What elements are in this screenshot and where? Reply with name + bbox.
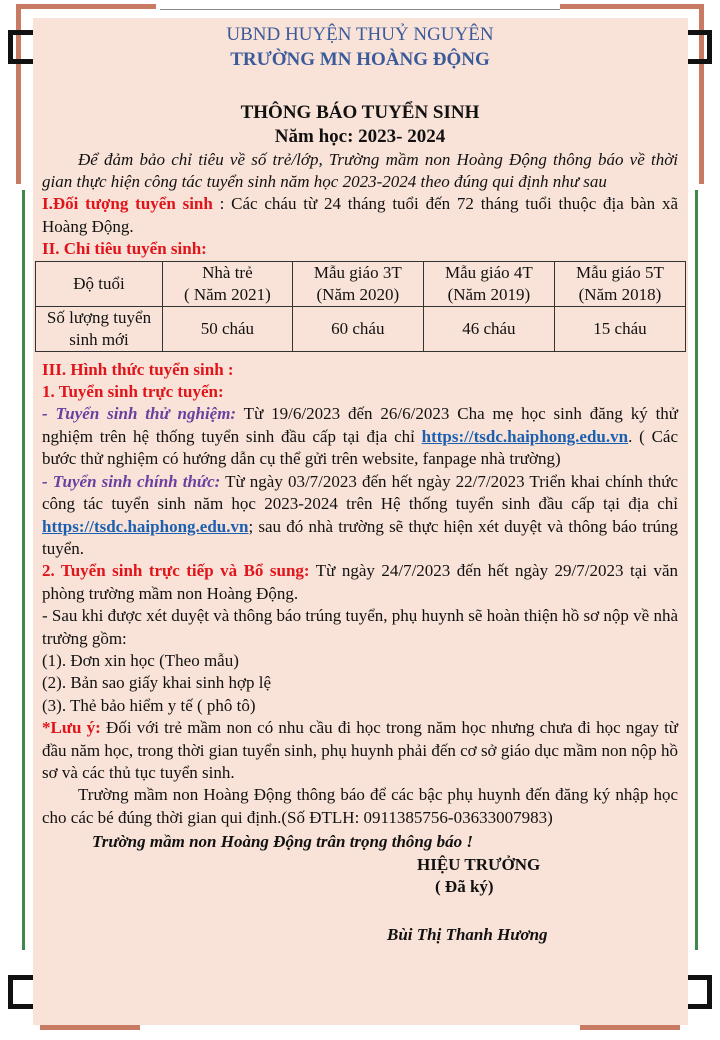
signed-note: ( Đã ký) [435,877,494,896]
table-cell: 50 cháu [163,306,293,351]
section-1-text: : Các cháu từ 24 tháng tuổi đến 72 tháng tuổi thuộc địa bàn xã Hoàng Động. [42,194,678,236]
trial-label: - Tuyển sinh thử nghiệm: [42,404,237,424]
direct-paragraph [42,560,678,605]
authority: UBND HUYỆN THUỶ NGUYÊN [226,24,494,45]
table-header-cell: Mẫu giáo 3T (Năm 2020) [292,261,423,306]
section-2-heading: II. Chỉ tiêu tuyển sinh: [42,239,207,259]
note-label: *Lưu ý: [42,718,101,738]
registration-link[interactable]: https://tsdc.haiphong.edu.vn [421,426,629,446]
school-name: TRƯỜNG MN HOÀNG ĐỘNG [230,49,490,71]
official-label: - Tuyển sinh chính thức: [42,471,221,491]
trial-paragraph [42,403,678,470]
table-cell: Số lượng tuyển sinh mới [36,306,163,351]
table-cell: 15 cháu [554,306,685,351]
quota-table [35,261,686,352]
page-title: THÔNG BÁO TUYỂN SINH [240,101,480,123]
trial-text-2: . ( Các bước thử nghiệm có hướng dẫn cụ thể gửi trên website, fanpage nhà trường) [42,426,678,469]
notice-content [42,24,678,947]
document-item: (3). Thẻ bảo hiểm y tế ( phô tô) [42,695,256,715]
closing-paragraph: Trường mầm non Hoàng Động thông báo để các bậc phụ huynh đến đăng ký nhập học cho các bé đúng thời gian qui định.(Số ĐTLH: 0911385756-03633007983) [42,785,678,827]
signer-role: HIỆU TRƯỞNG [417,854,541,874]
table-header-cell: Mẫu giáo 5T (Năm 2018) [554,261,685,306]
table-row [36,306,686,351]
direct-text: Từ ngày 24/7/2023 đến hết ngày 29/7/2023 tại văn phòng trường mầm non Hoàng Động. [42,561,678,603]
section-3-sub1: 1. Tuyển sinh trực tuyến: [42,382,224,402]
trial-text: Từ 19/6/2023 đến 26/6/2023 Cha mẹ học sinh đăng ký thử nghiệm trên hệ thống tuyển sinh đầu cấp tại địa chỉ [42,404,679,446]
table-cell: 46 cháu [423,306,554,351]
registration-link[interactable]: https://tsdc.haiphong.edu.vn [42,516,249,536]
respect-line: Trường mầm non Hoàng Động trân trọng thông báo ! [92,832,473,852]
document-item: (2). Bản sao giấy khai sinh hợp lệ [42,673,272,693]
note-text: Đối với trẻ mầm non có nhu cầu đi học trong năm học nhưng chưa đi học ngay từ đầu năm học, trong thời gian tuyển sinh, phụ huynh phải đến cơ sở giáo dục mầm non nộp hồ sơ và các thủ tục tuyển sinh. [42,718,679,782]
section-1 [42,193,678,238]
official-text-2: ; sau đó nhà trường sẽ thực hiện xét duyệt và thông báo trúng tuyển. [42,516,678,558]
note-paragraph [42,717,678,784]
official-paragraph [42,471,678,561]
section-1-heading: I.Đối tượng tuyển sinh [42,194,213,214]
table-header-cell: Mẫu giáo 4T (Năm 2019) [423,261,554,306]
table-header-cell: Nhà trẻ ( Năm 2021) [163,261,293,306]
section-3-heading: III. Hình thức tuyển sinh : [42,359,234,379]
ornament-divider [160,9,560,14]
document-item: (1). Đơn xin học (Theo mẫu) [42,650,239,670]
table-header-cell: Độ tuổi [36,261,163,306]
documents-intro: - Sau khi được xét duyệt và thông báo trúng tuyển, phụ huynh sẽ hoàn thiện hồ sơ nộp về nhà trường gồm: [42,606,678,648]
table-header-row [36,261,686,306]
school-year: Năm học: 2023- 2024 [274,126,446,148]
section-3-sub2: 2. Tuyển sinh trực tiếp và Bổ sung: [42,561,310,581]
table-cell: 60 cháu [292,306,423,351]
intro: Để đảm bảo chỉ tiêu về số trẻ/lớp, Trường mầm non Hoàng Động thông báo về thời gian thực hiện công tác tuyển sinh năm học 2023-2024 theo đúng qui định như sau [42,149,678,192]
signer-name: Bùi Thị Thanh Hương [387,925,548,945]
official-text: Từ ngày 03/7/2023 đến hết ngày 22/7/2023 Triển khai chính thức công tác tuyển sinh năm học 2023-2024 trên Hệ thống tuyển sinh đầu cấp tại địa chỉ [42,471,678,514]
